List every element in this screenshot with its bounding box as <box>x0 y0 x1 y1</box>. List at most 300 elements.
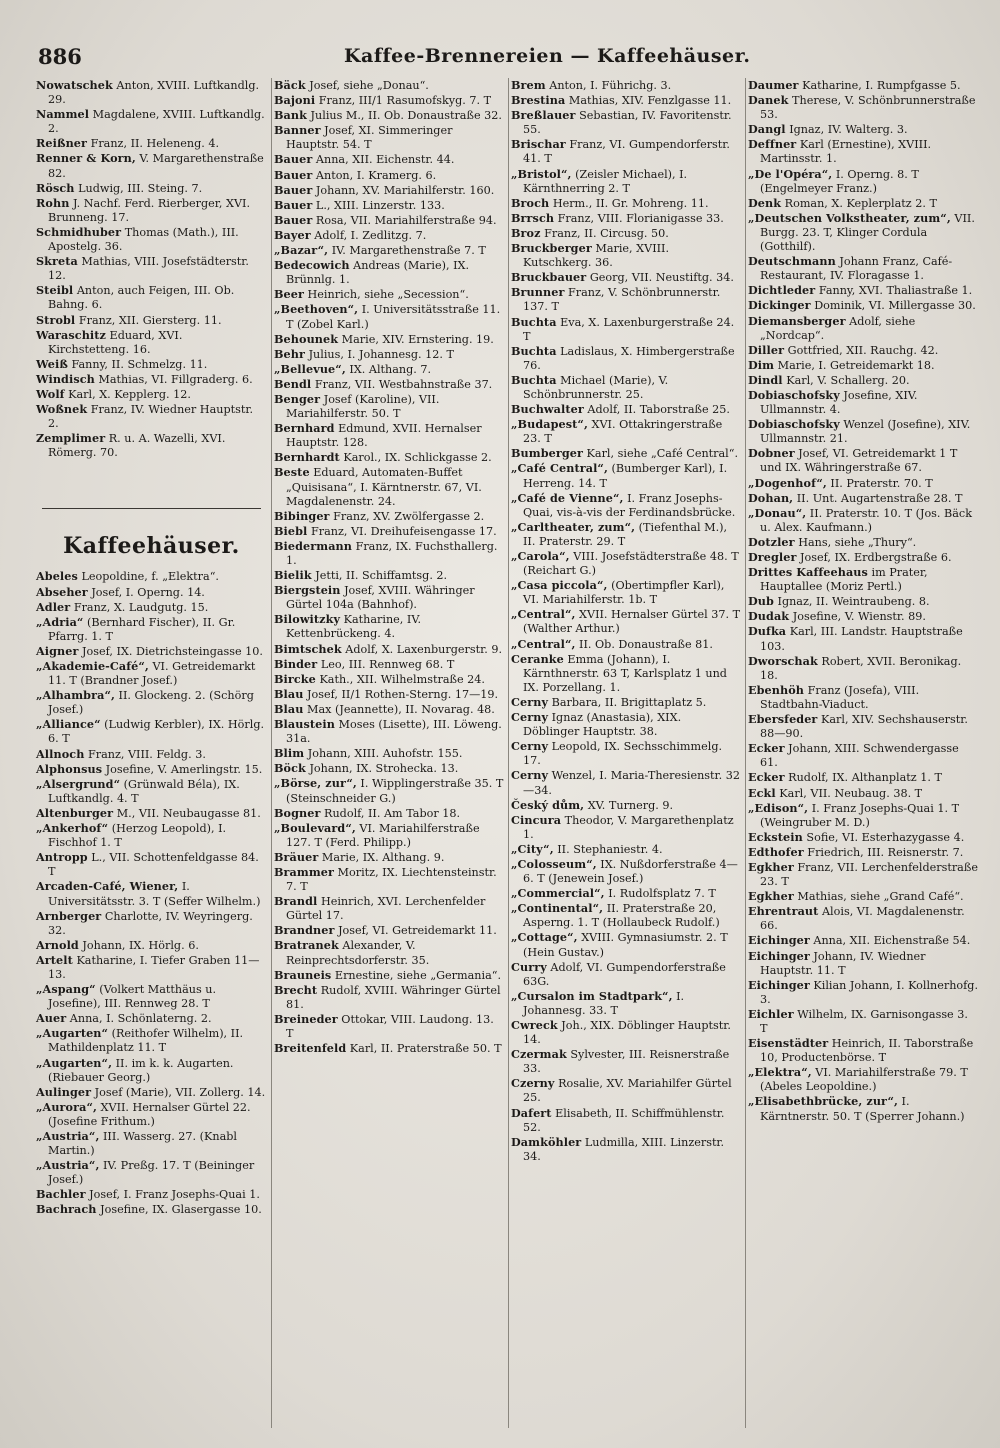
directory-entry <box>36 953 267 982</box>
directory-entry <box>274 761 504 776</box>
entry-details: (Zeisler Michael), I. Kärnthnerring 2. T <box>523 167 688 195</box>
directory-entry <box>511 1135 741 1164</box>
entry-name: „Beethoven“, <box>274 302 359 317</box>
directory-entry <box>36 283 267 312</box>
directory-entry <box>748 949 978 978</box>
entry-name: „Augarten“, <box>36 1055 113 1070</box>
directory-entry <box>748 712 978 741</box>
entry-name: Antropp <box>36 850 88 865</box>
directory-entry <box>748 609 978 624</box>
entry-details: Josef (Marie), VII. Zollerg. 14. <box>91 1085 266 1099</box>
entry-details: Josef (Karoline), VII. Mariahilferstr. 50. T <box>286 392 440 421</box>
directory-entry <box>274 806 504 821</box>
entry-details: IX. Althang. 7. <box>345 362 432 376</box>
entry-name: Allnoch <box>36 746 85 761</box>
directory-entry <box>748 770 978 785</box>
entry-name: Bilowitzky <box>274 612 341 627</box>
entry-details: Adolf, I. Zedlitzg. 7. <box>310 228 427 242</box>
directory-entry <box>274 938 504 967</box>
directory-entry <box>274 539 504 568</box>
directory-entry <box>511 857 741 886</box>
entry-name: Brrsch <box>511 210 555 225</box>
entry-name: Denk <box>748 195 782 210</box>
entry-details: Ottokar, VIII. Laudong. 13. T <box>286 1012 494 1040</box>
entry-name: Böck <box>274 761 306 776</box>
entry-name: Brauneis <box>274 967 332 982</box>
entry-name: Weiß <box>36 356 68 371</box>
directory-entry <box>274 642 504 657</box>
entry-name: Blau <box>274 686 304 701</box>
entry-details: Anton, XVIII. Luftkandlg. 29. <box>48 79 260 107</box>
entry-details: Rudolf, IX. Althanplatz 1. T <box>784 771 942 785</box>
entry-name: Breineder <box>274 1011 338 1026</box>
directory-entry <box>36 850 267 879</box>
entry-name: Eichinger <box>748 933 810 948</box>
entry-name: „Cursalon im Stadtpark“, <box>511 988 673 1003</box>
entry-name: Diemansberger <box>748 313 846 328</box>
entry-name: „Budapest“, <box>511 417 588 432</box>
entry-name: Edthofer <box>748 844 804 859</box>
entry-name: Dworschak <box>748 653 818 668</box>
entry-details: Katharine, I. Tiefer Graben 11—13. <box>48 953 260 981</box>
directory-entry <box>511 1076 741 1105</box>
entry-name: „Casa piccola“, <box>511 578 608 593</box>
entry-details: Heinrich, II. Taborstraße 10, Productenbörse. T <box>760 1037 974 1065</box>
entry-details: Alexander, V. Reinprechtsdorferstr. 35. <box>286 939 430 967</box>
entry-details: Karl (Ernestine), XVIII. Martinsstr. 1. <box>760 138 932 166</box>
entry-name: Abseher <box>36 584 88 599</box>
directory-entry <box>274 821 504 850</box>
entry-name: Aulinger <box>36 1084 92 1099</box>
entry-details: M., VII. Neubaugasse 81. <box>113 806 261 820</box>
directory-entry <box>274 865 504 894</box>
entry-name: Bielik <box>274 568 312 583</box>
entry-name: Bedecowich <box>274 258 350 273</box>
column-2 <box>271 78 508 1428</box>
directory-entry <box>36 569 267 584</box>
entry-details: Franz, III/1 Rasumofskyg. 7. T <box>315 94 492 108</box>
entry-name: Steibl <box>36 283 74 298</box>
entry-name: Dobner <box>748 446 795 461</box>
directory-entry <box>748 830 978 845</box>
directory-entry <box>36 151 267 180</box>
entry-name: Biebl <box>274 523 308 538</box>
entry-details: VI. Mariahilferstraße 127. T (Ferd. Philipp.) <box>286 821 480 849</box>
entry-details: L., VII. Schottenfeldgasse 84. T <box>48 851 259 879</box>
entry-name: Dichtleder <box>748 283 816 298</box>
entry-name: Benger <box>274 391 321 406</box>
directory-entry <box>511 652 741 695</box>
entry-details: (Herzog Leopold), I. Fischhof 1. T <box>48 822 227 850</box>
entry-details: Josef, VI. Getreidemarkt 11. <box>334 924 497 938</box>
entry-name: „Café de Vienne“, <box>511 490 624 505</box>
entry-details: I. Wipplingerstraße 35. T (Steinschneider G.) <box>286 777 504 805</box>
entry-name: „Colosseum“, <box>511 856 597 871</box>
entry-details: II. Glockeng. 2. (Schörg Josef.) <box>48 689 254 717</box>
entry-details: Josefine, V. Wienstr. 89. <box>789 610 926 624</box>
directory-entry <box>748 801 978 830</box>
entry-details: Joh., XIX. Döblinger Hauptstr. 14. <box>523 1019 731 1047</box>
directory-entry <box>748 1007 978 1036</box>
entry-details: Kath., XII. Wilhelmstraße 24. <box>315 672 485 686</box>
directory-entry <box>36 982 267 1011</box>
entry-name: Bogner <box>274 805 321 820</box>
entry-details: Eduard, Automaten-Buffet „Quisisana“, I. Kärntnerstr. 67, VI. Magdalenenstr. 24. <box>286 466 482 508</box>
entry-name: Bruckbauer <box>511 270 587 285</box>
directory-entry <box>748 1036 978 1065</box>
entry-details: Marie, XVIII. Kutschkerg. 36. <box>523 242 670 270</box>
entry-details: Wenzel (Josefine), XIV. Ullmannstr. 21. <box>760 418 971 446</box>
entry-name: Eichinger <box>748 977 810 992</box>
column-4 <box>745 78 982 1428</box>
entry-name: Ehrentraut <box>748 904 819 919</box>
directory-entry <box>274 108 504 123</box>
entry-name: Behounek <box>274 331 339 346</box>
entry-details: Franz, VII. Westbahnstraße 37. <box>311 377 493 391</box>
directory-entry <box>36 225 267 254</box>
directory-entry <box>511 315 741 344</box>
entry-details: Marie, IX. Althang. 9. <box>318 850 445 864</box>
entry-details: Karl, siehe „Café Central“. <box>583 447 739 461</box>
entry-details: Leopold, IX. Sechsschimmelg. 17. <box>523 740 723 768</box>
section-heading: Kaffeehäuser. <box>63 533 240 560</box>
directory-entry <box>511 768 741 797</box>
entry-name: Ebenhöh <box>748 682 805 697</box>
entry-name: Auer <box>36 1011 67 1026</box>
entry-details: I. Franz Josephs-Quai, vis-à-vis der Ferdinandsbrücke. <box>523 491 736 519</box>
entry-details: Therese, V. Schönbrunnerstraße 53. <box>760 94 976 122</box>
directory-entry <box>274 983 504 1012</box>
entry-name: „Alhambra“, <box>36 688 115 703</box>
entry-name: Blaustein <box>274 717 335 732</box>
entry-name: Brecht <box>274 982 318 997</box>
entry-details: Karol., IX. Schlickgasse 2. <box>339 451 492 465</box>
directory-entry <box>36 431 267 460</box>
entry-details: L., XIII. Linzerstr. 133. <box>312 198 445 212</box>
entry-details: Josefine, V. Amerlingstr. 15. <box>102 762 263 776</box>
directory-entry <box>748 978 978 1007</box>
directory-entry <box>274 568 504 583</box>
directory-entry <box>36 1085 267 1100</box>
entry-name: Eckstein <box>748 829 803 844</box>
entry-name: Český dům, <box>511 797 585 812</box>
directory-entry <box>36 1026 267 1055</box>
directory-entry <box>748 786 978 801</box>
entry-details: Fanny, II. Schmelzg. 11. <box>67 357 208 371</box>
entry-details: Moritz, IX. Liechtensteinstr. 7. T <box>286 865 497 894</box>
entry-details: Mathias, VIII. Josefstädterstr. 12. <box>48 255 249 283</box>
directory-entry <box>748 594 978 609</box>
entry-name: Dohan, <box>748 490 794 505</box>
directory-entry <box>274 465 504 508</box>
directory-entry <box>36 777 267 806</box>
directory-entry <box>748 550 978 565</box>
entry-name: „Boulevard“, <box>274 820 356 835</box>
entry-details: Franz, XV. Zwölfergasse 2. <box>329 509 485 523</box>
entry-details: XVII. Hernalser Gürtel 22. (Josefine Frithum.) <box>48 1100 251 1128</box>
entry-details: Sylvester, III. Reisnerstraße 33. <box>523 1048 730 1076</box>
entry-name: Bachler <box>36 1187 86 1202</box>
entry-name: Ecker <box>748 770 785 785</box>
entry-name: Strobl <box>36 312 76 327</box>
directory-entry <box>274 687 504 702</box>
entry-details: Franz, II. Heleneng. 4. <box>87 137 220 151</box>
entry-details: Emma (Johann), I. Kärnthnerstr. 63 T, Karlsplatz 1 und IX. Porzellang. 1. <box>523 652 727 694</box>
directory-entry <box>274 287 504 302</box>
entry-details: Anna, XII. Eichenstr. 44. <box>312 153 455 167</box>
directory-entry <box>511 886 741 901</box>
entry-details: II. Unt. Augartenstraße 28. T <box>793 491 963 505</box>
directory-entry <box>274 228 504 243</box>
directory-entry <box>36 313 267 328</box>
directory-entry <box>274 1012 504 1041</box>
directory-entry <box>36 387 267 402</box>
directory-entry <box>36 747 267 762</box>
entry-details: (Ludwig Kerbler), IX. Hörlg. 6. T <box>48 718 265 746</box>
entry-name: Ebersfeder <box>748 712 818 727</box>
directory-entry <box>274 850 504 865</box>
directory-entry <box>748 446 978 475</box>
entry-name: „Deutschen Volkstheater, zum“, <box>748 210 951 225</box>
entry-details: Sebastian, IV. Favoritenstr. 55. <box>523 109 732 137</box>
directory-entry <box>274 509 504 524</box>
entry-details: Ladislaus, X. Himbergerstraße 76. <box>523 344 735 372</box>
entry-details: Kilian Johann, I. Kollnerhofg. 3. <box>760 978 978 1006</box>
entry-name: Blim <box>274 746 305 761</box>
entry-name: Eichler <box>748 1006 794 1021</box>
directory-entry <box>36 688 267 717</box>
entry-details: Heinrich, siehe „Secession“. <box>304 288 469 302</box>
entry-details: Theodor, V. Margarethenplatz 1. <box>523 813 734 841</box>
entry-name: „Cottage“, <box>511 930 578 945</box>
directory-entry <box>748 860 978 889</box>
entry-details: Edmund, XVII. Hernalser Hauptstr. 128. <box>286 422 482 450</box>
entry-name: Beer <box>274 287 304 302</box>
directory-entry <box>511 578 741 607</box>
entry-details: IV. Preßg. 17. T (Beininger Josef.) <box>48 1159 255 1187</box>
directory-entry <box>511 607 741 636</box>
entry-name: „Edison“, <box>748 800 809 815</box>
entry-name: „Börse, zur“, <box>274 776 357 791</box>
directory-entry <box>748 889 978 904</box>
entry-details: XVI. Ottakringerstraße 23. T <box>523 418 723 446</box>
directory-entry <box>36 1056 267 1085</box>
directory-entry <box>274 168 504 183</box>
entry-details: (Volkert Matthäus u. Josefine), III. Rennweg 28. T <box>48 983 217 1011</box>
directory-entry <box>36 372 267 387</box>
entry-details: Barbara, II. Brigittaplatz 5. <box>548 695 707 709</box>
entry-details: II. Praterstraße 20, Asperng. 1. T (Hollaubeck Rudolf.) <box>523 902 720 930</box>
entry-name: Czerny <box>511 1076 555 1091</box>
entry-details: Mathias, VI. Fillgraderg. 6. <box>94 372 253 386</box>
entry-name: Behr <box>274 346 306 361</box>
entry-details: Josef, IX. Erdbergstraße 6. <box>796 551 952 564</box>
entry-name: Dudak <box>748 609 790 624</box>
entry-details: I. Franz Josephs-Quai 1. T (Weingruber M. D.) <box>760 801 960 829</box>
entry-details: Katharine, I. Rumpfgasse 5. <box>798 79 961 92</box>
entry-name: „Dogenhof“, <box>748 475 827 490</box>
entry-details: Sofie, VI. Esterhazygasse 4. <box>802 830 965 844</box>
directory-entry <box>748 741 978 770</box>
directory-entry <box>511 930 741 959</box>
entry-details: Andreas (Marie), IX. Brünnlg. 1. <box>286 259 470 287</box>
entry-name: „Aspang“ <box>36 982 96 997</box>
directory-entry <box>274 183 504 198</box>
entry-name: „City“, <box>511 841 554 856</box>
directory-entry <box>748 491 978 506</box>
entry-details: Friedrich, III. Reisnerstr. 7. <box>803 845 964 859</box>
entry-name: Ecker <box>748 741 785 756</box>
directory-entry <box>748 388 978 417</box>
entry-name: Cincura <box>511 812 562 827</box>
entry-details: Ignaz, IV. Walterg. 3. <box>785 123 908 137</box>
entry-details: Dominik, VI. Millergasse 30. <box>810 299 976 313</box>
entry-name: Zemplimer <box>36 431 106 446</box>
directory-entry <box>748 565 978 594</box>
directory-entry <box>748 78 978 93</box>
entry-details: Johann, IX. Strohecka. 13. <box>305 762 459 776</box>
entry-name: Bircke <box>274 671 316 686</box>
entry-name: „Adria“ <box>36 614 84 629</box>
directory-entry <box>511 211 741 226</box>
entry-name: „Akademie-Café“, <box>36 659 149 673</box>
entry-details: II. Ob. Donaustraße 81. <box>575 637 713 651</box>
entry-details: Johann, XV. Mariahilferstr. 160. <box>312 183 495 197</box>
directory-entry <box>36 357 267 372</box>
directory-entry <box>36 1011 267 1026</box>
directory-entry <box>748 535 978 550</box>
directory-entry <box>748 373 978 388</box>
entry-name: Wolf <box>36 386 65 401</box>
directory-entry <box>274 362 504 377</box>
directory-entry <box>36 136 267 151</box>
entry-details: Georg, VII. Neustiftg. 34. <box>586 271 734 285</box>
entry-details: Anna, XII. Eichenstraße 54. <box>809 934 971 948</box>
directory-entry <box>511 108 741 137</box>
entry-details: V. Margarethenstraße 82. <box>48 152 264 180</box>
entry-details: VI. Getreidemarkt 11. T (Brandner Josef.) <box>48 660 256 688</box>
directory-entry <box>748 211 978 254</box>
entry-name: Brammer <box>274 864 334 879</box>
directory-entry <box>511 167 741 196</box>
entry-name: Bernhardt <box>274 450 340 465</box>
directory-entry <box>274 213 504 228</box>
entry-details: VII. Burgg. 23. T, Klinger Cordula (Gotthilf). <box>760 211 975 254</box>
directory-entry <box>274 347 504 362</box>
entry-details: Franz, IV. Wiedner Hauptstr. 2. <box>48 403 254 431</box>
entry-details: (Tiefenthal M.), II. Praterstr. 29. T <box>523 520 728 548</box>
entry-details: Johann, XIII. Schwendergasse 61. <box>760 742 959 770</box>
entry-details: Wenzel, I. Maria-Theresienstr. 32—34. <box>523 769 740 797</box>
entry-name: Bachrach <box>36 1202 97 1217</box>
directory-entry <box>274 524 504 539</box>
directory-entry <box>748 845 978 860</box>
entry-details: Herm., II. Gr. Mohreng. 11. <box>549 196 709 210</box>
entry-details: Alois, VI. Magdalenenstr. 66. <box>760 905 965 933</box>
directory-entry <box>274 243 504 258</box>
entry-name: Bibinger <box>274 508 330 523</box>
directory-entry <box>36 717 267 746</box>
entry-details: Anna, I. Schönlaterng. 2. <box>66 1012 212 1026</box>
entry-name: „Austria“, <box>36 1129 100 1143</box>
entry-name: Skreta <box>36 254 78 269</box>
entry-name: „Augarten“ <box>36 1026 109 1041</box>
entry-name: „Elisabethbrücke, zur“, <box>748 1094 898 1109</box>
directory-entry <box>511 93 741 108</box>
directory-entry <box>511 373 741 402</box>
directory-entry <box>274 583 504 612</box>
directory-entry <box>36 909 267 938</box>
entry-name: Dub <box>748 594 774 609</box>
directory-entry <box>511 285 741 314</box>
directory-entry <box>748 314 978 343</box>
directory-entry <box>748 343 978 358</box>
column-3 <box>508 78 745 1428</box>
entry-details: Josefine, IX. Glasergasse 10. <box>96 1203 262 1217</box>
entry-details: Robert, XVII. Beronikag. 18. <box>760 654 962 682</box>
directory-entry <box>274 78 504 93</box>
entry-details: Julius M., II. Ob. Donaustraße 32. <box>307 109 502 123</box>
directory-entry <box>274 421 504 450</box>
entry-details: Franz, II. Circusg. 50. <box>540 226 669 240</box>
directory-entry <box>511 78 741 93</box>
entry-details: IX. Nußdorferstraße 4—6. T (Jenewein Josef.) <box>523 857 738 886</box>
entry-name: Brem <box>511 78 546 92</box>
entry-details: Josefine, XIV. Ullmannstr. 4. <box>760 388 918 417</box>
entry-details: (Reithofer Wilhelm), II. Mathildenplatz 11. T <box>48 1027 244 1055</box>
directory-entry <box>274 198 504 213</box>
directory-entry <box>274 152 504 167</box>
entry-name: „Elektra“, <box>748 1065 812 1080</box>
directory-entry <box>36 254 267 283</box>
entry-name: Reißner <box>36 136 88 151</box>
entry-name: Brestina <box>511 93 566 108</box>
entry-details: im Prater, Hauptallee (Moriz Pertl.) <box>760 566 928 594</box>
entry-name: Woßnek <box>36 402 88 417</box>
entry-details: Wilhelm, IX. Garnisongasse 3. T <box>760 1007 968 1035</box>
directory-columns <box>34 78 982 1428</box>
entry-name: Rösch <box>36 180 75 195</box>
entry-details: Josef, siehe „Donau“. <box>305 79 429 92</box>
entry-details: Josef, XI. Simmeringer Hauptstr. 54. T <box>286 124 453 152</box>
entry-details: Jetti, II. Schiffamtsg. 2. <box>311 569 448 583</box>
entry-details: Fanny, XVI. Thaliastraße 1. <box>815 284 973 298</box>
directory-entry <box>511 1047 741 1076</box>
entry-name: Egkher <box>748 859 794 874</box>
entry-name: Waraschitz <box>36 327 106 342</box>
entry-details: Elisabeth, II. Schiffmühlenstr. 52. <box>523 1106 725 1134</box>
entry-details: Adolf, VI. Gumpendorferstraße 63G. <box>523 960 726 988</box>
entry-name: „Central“, <box>511 607 576 622</box>
entry-name: „Bazar“, <box>274 243 329 258</box>
entry-details: (Obertimpfler Karl), VI. Mariahilferstr. 1b. T <box>523 579 725 607</box>
entry-name: Renner & Korn, <box>36 151 136 166</box>
entry-name: Arcaden-Café, Wiener, <box>36 879 179 894</box>
entry-details: Charlotte, IV. Weyringerg. 32. <box>48 909 253 937</box>
directory-entry <box>274 392 504 421</box>
entry-details: Karl, X. Kepplerg. 12. <box>64 387 191 401</box>
entry-details: Ludwig, III. Steing. 7. <box>74 181 203 195</box>
entry-details: Josef, VI. Getreidemarkt 1 T und IX. Währingerstraße 67. <box>760 447 958 475</box>
directory-entry <box>748 506 978 535</box>
entry-name: Abeles <box>36 569 78 584</box>
entry-name: Cerny <box>511 694 549 709</box>
entry-details: Josef, II/1 Rothen-Sterng. 17—19. <box>303 687 499 701</box>
entry-name: Curry <box>511 959 547 974</box>
entry-details: Heinrich, XVI. Lerchenfelder Gürtel 17. <box>286 895 486 923</box>
directory-entry <box>748 904 978 933</box>
entry-name: Deffner <box>748 137 797 152</box>
